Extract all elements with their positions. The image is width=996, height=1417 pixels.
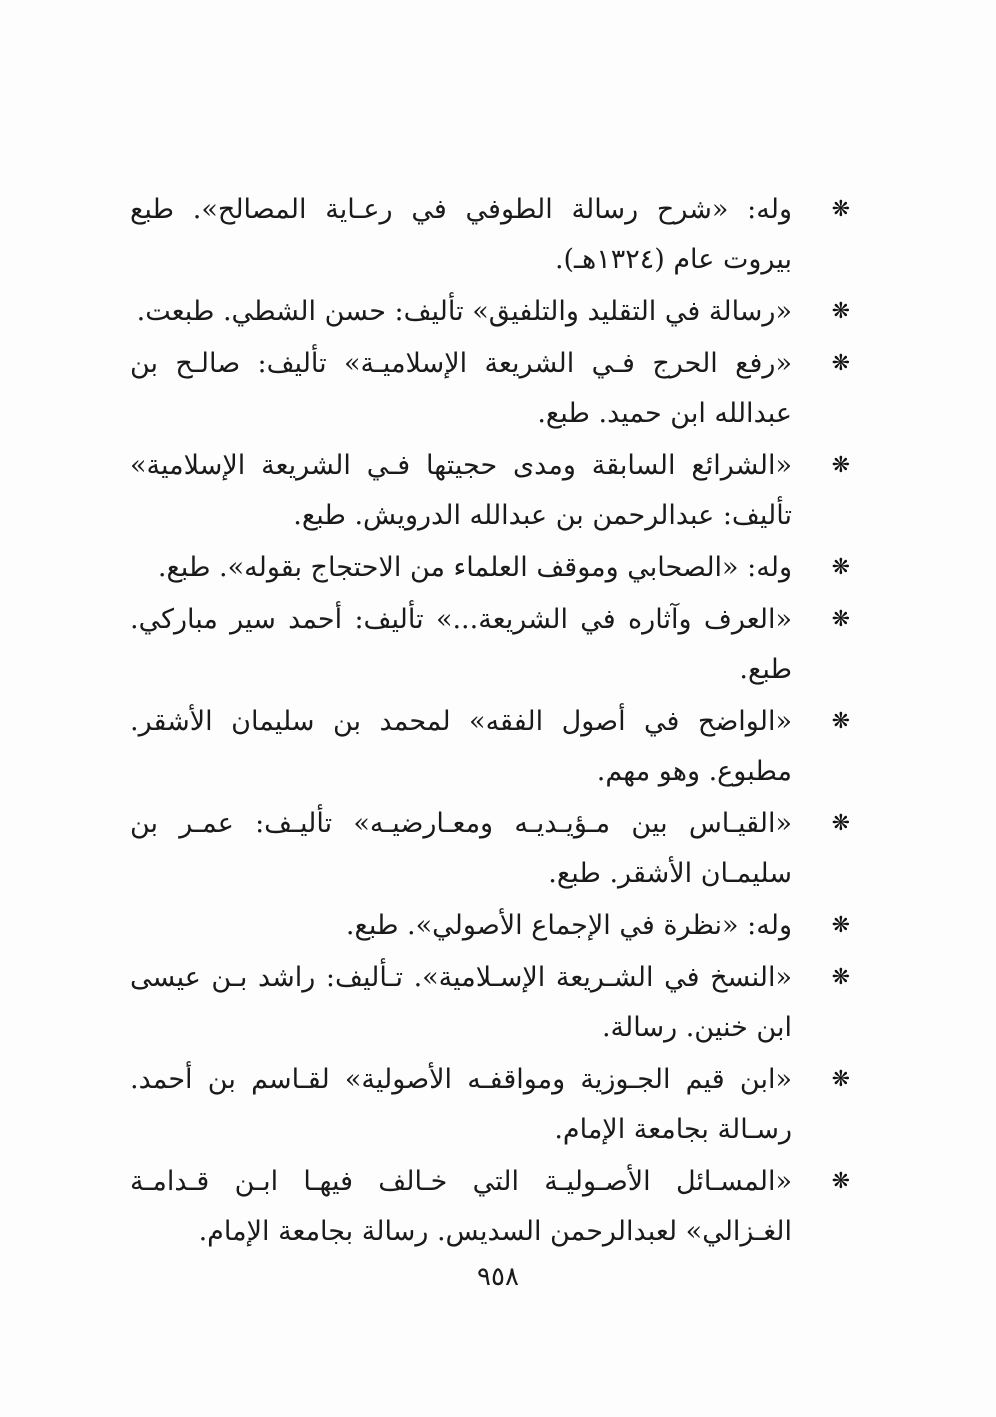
asterisk-bullet-icon: ❋ — [831, 351, 850, 376]
list-item — [130, 901, 850, 951]
list-item — [130, 697, 850, 797]
entry-text: وله: «الصحابي وموقف العلماء من الاحتجاج بقوله». طبع. — [157, 552, 792, 583]
asterisk-bullet-icon: ❋ — [831, 709, 850, 734]
asterisk-bullet-icon: ❋ — [831, 965, 850, 990]
list-item — [130, 799, 850, 899]
list-item — [130, 543, 850, 593]
page-number: ٩٥٨ — [477, 1262, 519, 1292]
bibliography-list — [130, 185, 850, 1259]
list-item — [130, 287, 850, 337]
entry-text: «الشرائع السابقة ومدى حجيتها فـي الشريعة الإسلامية» تأليف: عبدالرحمن بن عبدالله الدرويش. طبع. — [130, 450, 792, 531]
asterisk-bullet-icon: ❋ — [831, 607, 850, 632]
entry-text: «القيـاس بين مـؤيـديـه ومعـارضيـه» تأليـف: عمـر بن سليمـان الأشقر. طبع. — [130, 808, 792, 889]
asterisk-bullet-icon: ❋ — [831, 197, 850, 222]
entry-text: «المسـائل الأصـوليـة التي خـالف فيهـا ابـن قـدامـة الغـزالي» لعبدالرحمن السديس. رسالة بجامعة الإمام. — [130, 1166, 792, 1247]
entry-text: «رفع الحرج فـي الشريعة الإسلاميـة» تأليف: صالـح بن عبدالله ابن حميد. طبع. — [130, 348, 792, 429]
asterisk-bullet-icon: ❋ — [831, 299, 850, 324]
list-item — [130, 953, 850, 1053]
asterisk-bullet-icon: ❋ — [831, 913, 850, 938]
list-item — [130, 1055, 850, 1155]
list-item — [130, 185, 850, 285]
asterisk-bullet-icon: ❋ — [831, 555, 850, 580]
asterisk-bullet-icon: ❋ — [831, 811, 850, 836]
asterisk-bullet-icon: ❋ — [831, 1067, 850, 1092]
entry-text: «ابن قيم الجـوزية ومواقفـه الأصولية» لقـاسم بن أحمد. رسـالة بجامعة الإمام. — [130, 1064, 792, 1145]
entry-text: وله: «نظرة في الإجماع الأصولي». طبع. — [345, 910, 792, 941]
list-item — [130, 339, 850, 439]
entry-text: «رسالة في التقليد والتلفيق» تأليف: حسن الشطي. طبعت. — [136, 296, 792, 327]
list-item — [130, 595, 850, 695]
entry-text: «النسخ في الشـريعة الإسـلامية». تـأليف: راشد بـن عيسى ابن خنين. رسالة. — [130, 962, 792, 1043]
asterisk-bullet-icon: ❋ — [831, 453, 850, 478]
entry-text: «الواضح في أصول الفقه» لمحمد بن سليمان الأشقر. مطبوع. وهو مهم. — [130, 706, 792, 787]
list-item — [130, 441, 850, 541]
entry-text: وله: «شرح رسالة الطوفي في رعـاية المصالح». طبع بيروت عام (١٣٢٤هـ). — [130, 194, 792, 275]
entry-text: «العرف وآثاره في الشريعة...» تأليف: أحمد سير مباركي. طبع. — [130, 604, 792, 685]
list-item — [130, 1157, 850, 1257]
asterisk-bullet-icon: ❋ — [831, 1169, 850, 1194]
